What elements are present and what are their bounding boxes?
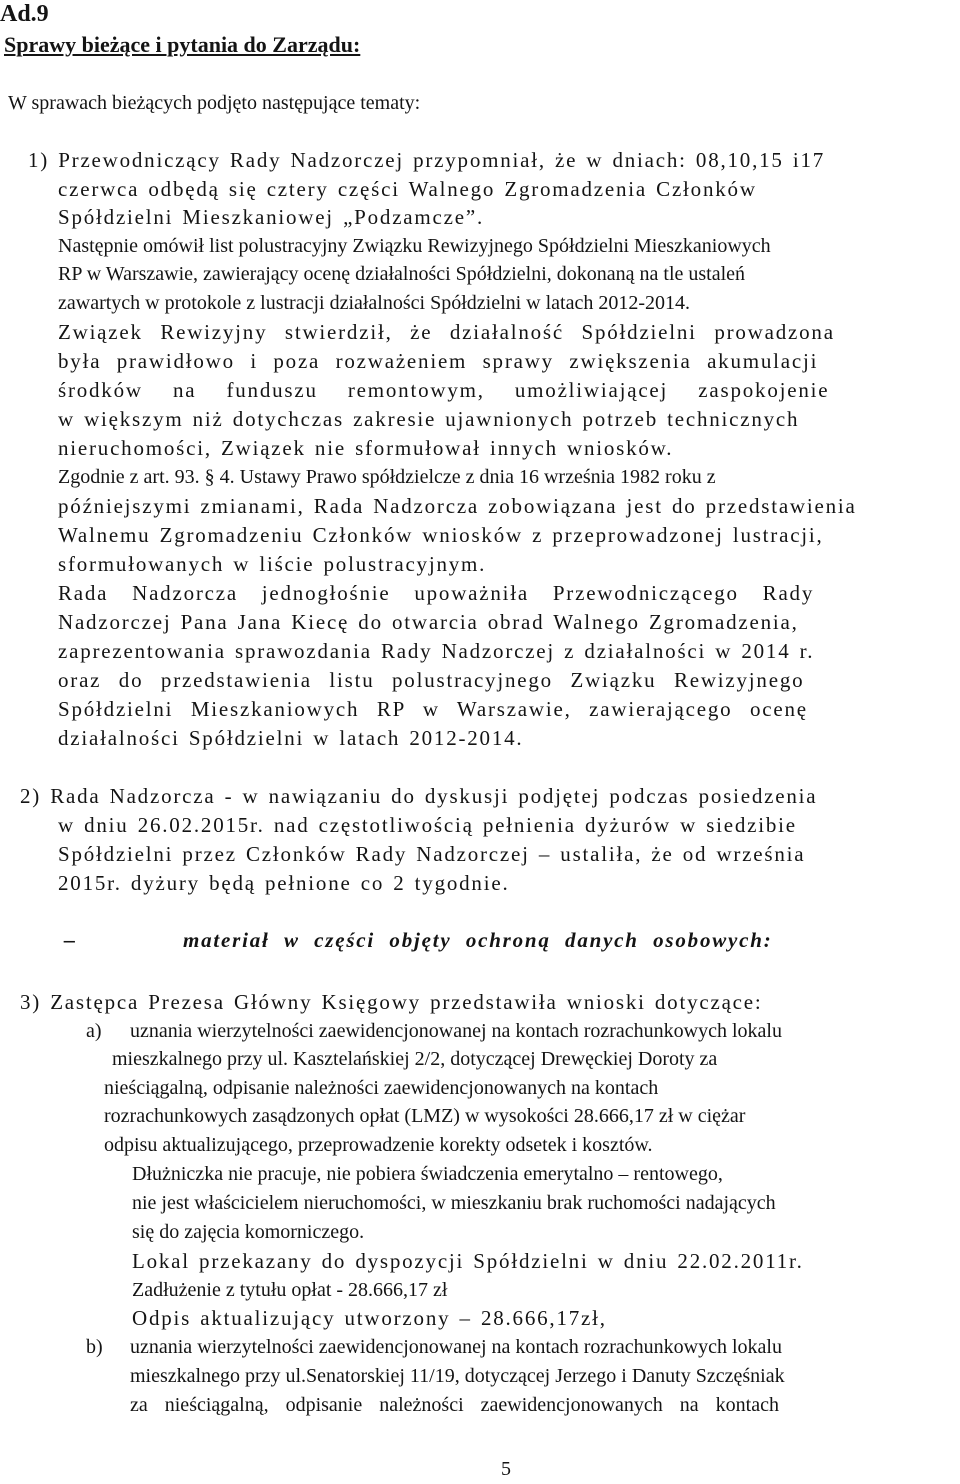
item1-line: 1) Przewodniczący Rady Nadzorczej przypomniał, że w dniach: 08,10,15 i17 <box>28 148 826 172</box>
item3a-line: rozrachunkowych zasądzonych opłat (LMZ) w wysokości 28.666,17 zł w ciężar <box>104 1105 746 1127</box>
item2-line: 2015r. dyżury będą pełnione co 2 tygodnie. <box>58 871 510 895</box>
list-marker-b: b) <box>86 1336 103 1358</box>
item1-line: sformułowanych w liście polustracyjnym. <box>58 552 487 576</box>
item1-line: późniejszymi zmianami, Rada Nadzorcza zobowiązana jest do przedstawienia <box>58 494 857 518</box>
item1-line: Spółdzielni Mieszkaniowej „Podzamcze”. <box>58 205 484 229</box>
item1-line: nieruchomości, Związek nie sformułował innych wniosków. <box>58 436 674 460</box>
item2-line: w dniu 26.02.2015r. nad częstotliwością pełnienia dyżurów w siedzibie <box>58 813 797 837</box>
item1-line: działalności Spółdzielni w latach 2012-2014. <box>58 726 524 750</box>
item2-line: Spółdzielni przez Członków Rady Nadzorczej – ustaliła, że od września <box>58 842 806 866</box>
item2-line: 2) Rada Nadzorcza - w nawiązaniu do dyskusji podjętej podczas posiedzenia <box>20 784 818 808</box>
item1-line: Rada Nadzorcza jednogłośnie upoważniła Przewodniczącego Rady <box>58 581 815 605</box>
item1-line: Walnemu Zgromadzeniu Członków wniosków z przeprowadzonej lustracji, <box>58 523 824 547</box>
redaction-notice: materiał w części objęty ochroną danych osobowych: <box>183 928 773 952</box>
section-title: Sprawy bieżące i pytania do Zarządu: <box>4 32 361 57</box>
item1-line: RP w Warszawie, zawierający ocenę działalności Spółdzielni, dokonaną na tle ustaleń <box>58 263 746 285</box>
page-number: 5 <box>501 1458 511 1480</box>
intro-line: W sprawach bieżących podjęto następujące tematy: <box>8 92 421 114</box>
notice-dash: – <box>64 927 75 952</box>
item1-line: w większym niż dotychczas zakresie ujawnionych potrzeb technicznych <box>58 407 800 431</box>
item3-line: 3) Zastępca Prezesa Główny Księgowy przedstawiła wnioski dotyczące: <box>20 990 763 1014</box>
item3b-line: uznania wierzytelności zaewidencjonowanej na kontach rozrachunkowych lokalu <box>130 1336 782 1358</box>
item3a-line: mieszkalnego przy ul. Kasztelańskiej 2/2, dotyczącej Drewęckiej Doroty za <box>112 1048 718 1070</box>
item1-line: środków na funduszu remontowym, umożliwiającej zaspokojenie <box>58 378 830 402</box>
item3a-line: Odpis aktualizujący utworzony – 28.666,17zł, <box>132 1306 607 1330</box>
item3a-line: odpisu aktualizującego, przeprowadzenie korekty odsetek i kosztów. <box>104 1134 653 1156</box>
item3a-line: nieściągalną, odpisanie należności zaewidencjonowanych na kontach <box>104 1077 659 1099</box>
item1-line: była prawidłowo i poza rozważeniem sprawy zwiększenia akumulacji <box>58 349 819 373</box>
item1-line: Następnie omówił list polustracyjny Związku Rewizyjnego Spółdzielni Mieszkaniowych <box>58 235 771 257</box>
item3a-line: się do zajęcia komorniczego. <box>132 1221 365 1243</box>
item1-line: Związek Rewizyjny stwierdził, że działalność Spółdzielni prowadzona <box>58 320 835 344</box>
list-marker-a: a) <box>86 1020 102 1042</box>
item1-line: Zgodnie z art. 93. § 4. Ustawy Prawo spółdzielcze z dnia 16 września 1982 roku z <box>58 466 716 488</box>
item3b-line: mieszkalnego przy ul.Senatorskiej 11/19, dotyczącej Jerzego i Danuty Szczęśniak <box>130 1365 785 1387</box>
item3b-line: za nieściągalną, odpisanie należności zaewidencjonowanych na kontach <box>130 1394 779 1416</box>
item1-line: oraz do przedstawienia listu polustracyjnego Związku Rewizyjnego <box>58 668 805 692</box>
item1-line: zaprezentowania sprawozdania Rady Nadzorczej z działalności w 2014 r. <box>58 639 815 663</box>
item1-line: czerwca odbędą się cztery części Walnego Zgromadzenia Członków <box>58 177 757 201</box>
item1-line: zawartych w protokole z lustracji działalności Spółdzielni w latach 2012-2014. <box>58 292 691 314</box>
item3a-line: nie jest właścicielem nieruchomości, w mieszkaniu brak ruchomości nadających <box>132 1192 776 1214</box>
item3a-line: Zadłużenie z tytułu opłat - 28.666,17 zł <box>132 1279 448 1301</box>
section-number: Ad.9 <box>0 1 49 27</box>
item3a-line: Lokal przekazany do dyspozycji Spółdzielni w dniu 22.02.2011r. <box>132 1249 804 1273</box>
item1-line: Spółdzielni Mieszkaniowych RP w Warszawie, zawierającego ocenę <box>58 697 808 721</box>
item1-line: Nadzorczej Pana Jana Kiecę do otwarcia obrad Walnego Zgromadzenia, <box>58 610 799 634</box>
item3a-line: Dłużniczka nie pracuje, nie pobiera świadczenia emerytalno – rentowego, <box>132 1163 723 1185</box>
item3a-line: uznania wierzytelności zaewidencjonowanej na kontach rozrachunkowych lokalu <box>130 1020 782 1042</box>
